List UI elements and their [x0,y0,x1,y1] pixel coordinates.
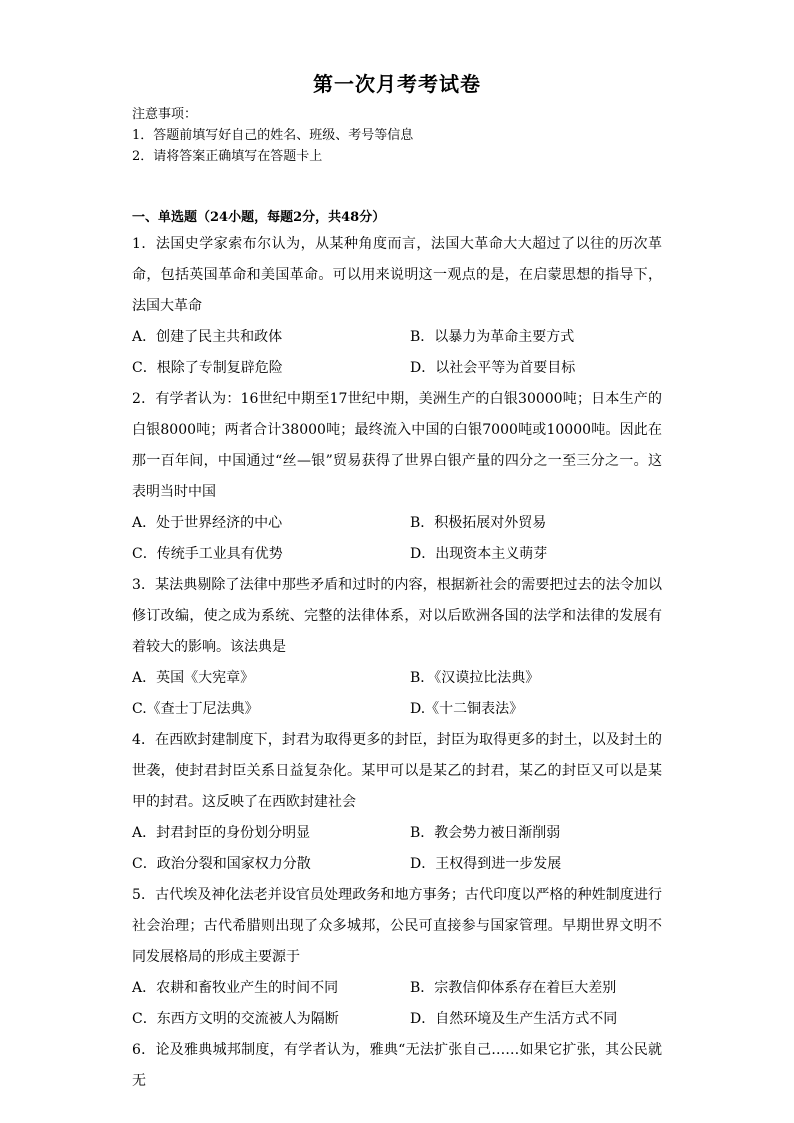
question [132,880,662,1035]
option-a: A．处于世界经济的中心 [132,515,283,531]
option-c: C．东西方文明的交流被人为隔断 [132,1011,339,1027]
option-c: C．政治分裂和国家权力分散 [132,856,311,872]
question-stem: 5．古代埃及神化法老并设官员处理政务和地方事务；古代印度以严格的种姓制度进行社会治理；古代希腊则出现了众多城邦，公民可直接参与国家管理。早期世界文明不同发展格局的形成主要源于 [132,887,662,965]
option-d: D.《十二铜表法》 [410,701,524,717]
question [132,384,662,570]
option-c: C．根除了专制复辟危险 [132,360,283,376]
questions-list [132,229,662,1097]
option-a: A．封君封臣的身份划分明显 [132,825,311,841]
option-b: B．宗教信仰体系存在着巨大差别 [410,980,617,996]
question [132,570,662,725]
option-c: C．传统手工业具有优势 [132,546,283,562]
question-stem: 1．法国史学家索布尔认为，从某种角度而言，法国大革命大大超过了以往的历次革命，包括英国革命和美国革命。可以用来说明这一观点的是，在启蒙思想的指导下，法国大革命 [132,236,662,314]
question [132,725,662,880]
option-a: A．农耕和畜牧业产生的时间不同 [132,980,339,996]
notice-block [132,104,413,167]
option-a: A．英国《大宪章》 [132,670,255,686]
options-grid [132,818,662,880]
option-b: B．以暴力为革命主要方式 [410,329,575,345]
option-d: D．自然环境及生产生活方式不同 [410,1011,618,1027]
notice-heading: 注意事项： [132,107,198,122]
options-grid [132,322,662,384]
option-d: D．以社会平等为首要目标 [410,360,576,376]
option-c: C.《查士丁尼法典》 [132,701,259,717]
options-grid [132,508,662,570]
question-stem: 2．有学者认为：16世纪中期至17世纪中期，美洲生产的白银30000吨；日本生产的白银8000吨；两者合计38000吨；最终流入中国的白银7000吨或10000吨。因此在那一百年间，中国通过“丝—银”贸易获得了世界白银产量的四分之一至三分之一。这表明当时中国 [132,391,662,500]
option-b: B．教会势力被日渐削弱 [410,825,561,841]
question-stem: 4．在西欧封建制度下，封君为取得更多的封臣，封臣为取得更多的封土，以及封土的世袭，使封君封臣关系日益复杂化。某甲可以是某乙的封君，某乙的封臣又可以是某甲的封君。这反映了在西欧封建社会 [132,732,662,810]
option-b: B．积极拓展对外贸易 [410,515,547,531]
option-b: B．《汉谟拉比法典》 [410,670,540,686]
options-grid [132,663,662,725]
option-a: A．创建了民主共和政体 [132,329,283,345]
notice-item: 2．请将答案正确填写在答题卡上 [132,149,323,164]
notice-item: 1．答题前填写好自己的姓名、班级、考号等信息 [132,128,414,143]
question-stem: 6．论及雅典城邦制度，有学者认为，雅典“无法扩张自己……如果它扩张，其公民就无 [132,1042,662,1089]
question [132,1035,662,1097]
question [132,229,662,384]
option-d: D．出现资本主义萌芽 [410,546,548,562]
page-title: 第一次月考考试卷 [313,72,481,96]
section-title: 一、单选题（24小题，每题2分，共48分） [132,210,386,225]
question-stem: 3．某法典剔除了法律中那些矛盾和过时的内容，根据新社会的需要把过去的法令加以修订改编，使之成为系统、完整的法律体系，对以后欧洲各国的法学和法律的发展有着较大的影响。该法典是 [132,577,662,655]
options-grid [132,973,662,1035]
option-d: D．王权得到进一步发展 [410,856,562,872]
